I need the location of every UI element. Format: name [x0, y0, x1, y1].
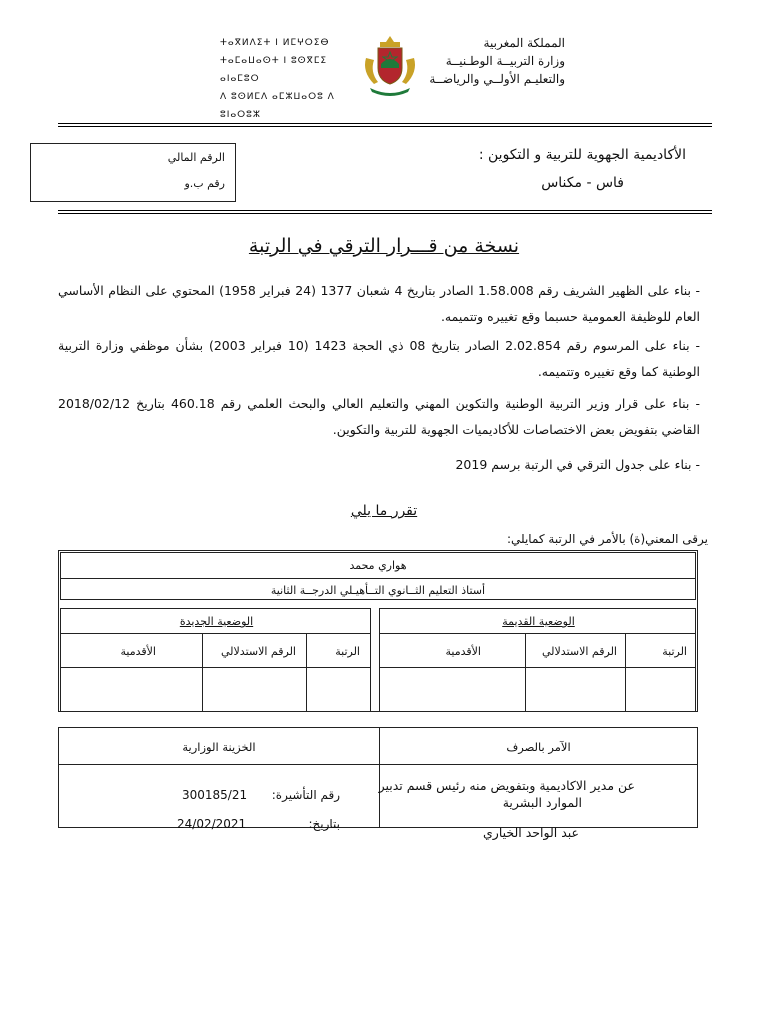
tifinagh-line-2: ⵜⴰⵎⴰⵡⴰⵙⵜ ⵏ ⵓⵙⴳⵎⵉ ⴰⵏⴰⵎⵓⵔ: [220, 56, 328, 84]
old-col-divider-1: [625, 633, 626, 712]
new-col-rank: الرتبة: [335, 645, 360, 658]
legal-basis-3: - بناء على قرار وزير التربية الوطنية والتكوين المهني والتعليم العالي والبحث العلمي رقم 460.18 بتاريخ 2018/02/12 القاضي بتفويض بعض الاختصاصات للأكاديميات الجهوية للتربية والتكوين.: [58, 396, 700, 437]
authorizing-officer-header: الآمر بالصرف: [506, 740, 571, 754]
arabic-line-2: وزارة التربيــة الوطـنيــة: [445, 54, 565, 68]
financial-number-box: [30, 143, 236, 202]
legal-basis-4: - بناء على جدول الترقي في الرتبة برسم 2019: [455, 457, 700, 472]
employee-name: هواري محمد: [349, 559, 407, 572]
mid-rule: [58, 210, 712, 211]
academy-name: الأكاديمية الجهوية للتربية و التكوين :: [478, 147, 686, 163]
old-cols-divider: [380, 667, 695, 668]
legal-basis-2: - بناء على المرسوم رقم 2.02.854 الصادر بتاريخ 08 ذي الحجة 1423 (10 فبراير 2003) بشأن موظفي وزارة التربية الوطنية كما وقع تغييره وتتميمه.: [58, 338, 700, 379]
visa-label: رقم التأشيرة:: [271, 788, 340, 802]
treasury-header: الخزينة الوزارية: [182, 740, 256, 754]
tifinagh-line-3: ⴷ ⵓⵙⵍⵎⴷ ⴰⵎⵣⵡⴰⵔⵓ ⴷ ⵓⵏⴰⵔⵓⵣ: [220, 92, 335, 120]
visa-date-label: بتاريخ:: [308, 817, 340, 831]
signer-line-2: الموارد البشرية: [502, 795, 582, 810]
name-row: [60, 552, 696, 600]
ppr-number-label: رقم ب.و: [184, 177, 225, 190]
old-header-divider: [380, 633, 695, 634]
new-col-divider-1: [306, 633, 307, 712]
arabic-line-3: والتعليـم الأولــي والرياضــة: [429, 72, 565, 86]
financial-number-label: الرقم المالي: [167, 151, 225, 164]
new-situation-table: [60, 608, 371, 712]
new-col-seniority: الأقدمية: [120, 645, 156, 658]
payment-header-divider: [59, 764, 697, 765]
signer-line-1: عن مدير الاكاديمية وبتفويض منه رئيس قسم تدبير: [378, 778, 635, 793]
letterhead: [220, 34, 565, 120]
arabic-heading: [420, 34, 565, 88]
top-rule: [58, 123, 712, 124]
decision-intro: يرقى المعني(ة) بالأمر في الرتبة كمايلي:: [506, 532, 708, 546]
decision-table: [58, 550, 698, 712]
new-col-index: الرقم الاستدلالي: [221, 645, 296, 658]
old-col-index: الرقم الاستدلالي: [542, 645, 617, 658]
visa-date-value: 24/02/2021: [177, 817, 247, 831]
mid-rule-2: [58, 213, 712, 214]
top-rule-2: [58, 126, 712, 127]
signer-name: عبد الواحد الخياري: [483, 825, 579, 840]
visa-value: 300185/21: [182, 788, 248, 802]
old-col-rank: الرتبة: [662, 645, 687, 658]
old-col-seniority: الأقدمية: [445, 645, 481, 658]
legal-basis-1: - بناء على الظهير الشريف رقم 1.58.008 الصادر بتاريخ 4 شعبان 1377 (24 فبراير 1958) المحتوي على النظام الأساسي العام للوظيفة العمومية حسبما وقع تغييره وتتميمه.: [58, 283, 700, 324]
employee-grade: أستاذ التعليم الثــانوي التــأهيـلي الدرجــة الثانية: [270, 584, 486, 597]
kingdom-emblem-icon: [360, 34, 420, 96]
new-col-divider-2: [202, 633, 203, 712]
new-cols-divider: [61, 667, 370, 668]
new-situation-title: الوضعية الجديدة: [179, 615, 254, 628]
old-col-divider-2: [525, 633, 526, 712]
academy-region: فاس - مكناس: [541, 175, 624, 191]
tifinagh-line-1: ⵜⴰⴳⵍⴷⵉⵜ ⵏ ⵍⵎⵖⵔⵉⴱ: [220, 38, 330, 48]
tifinagh-heading: [220, 34, 360, 124]
decision-heading: تقرر ما يلي: [350, 503, 418, 519]
name-divider: [61, 578, 695, 579]
old-situation-table: [379, 608, 696, 712]
payment-table: [58, 727, 698, 840]
new-header-divider: [61, 633, 370, 634]
arabic-line-1: المملكة المغربية: [483, 36, 565, 50]
document-title: نسخة من قـــرار الترقي في الرتبة: [248, 235, 520, 257]
old-situation-title: الوضعية القديمة: [502, 615, 575, 628]
